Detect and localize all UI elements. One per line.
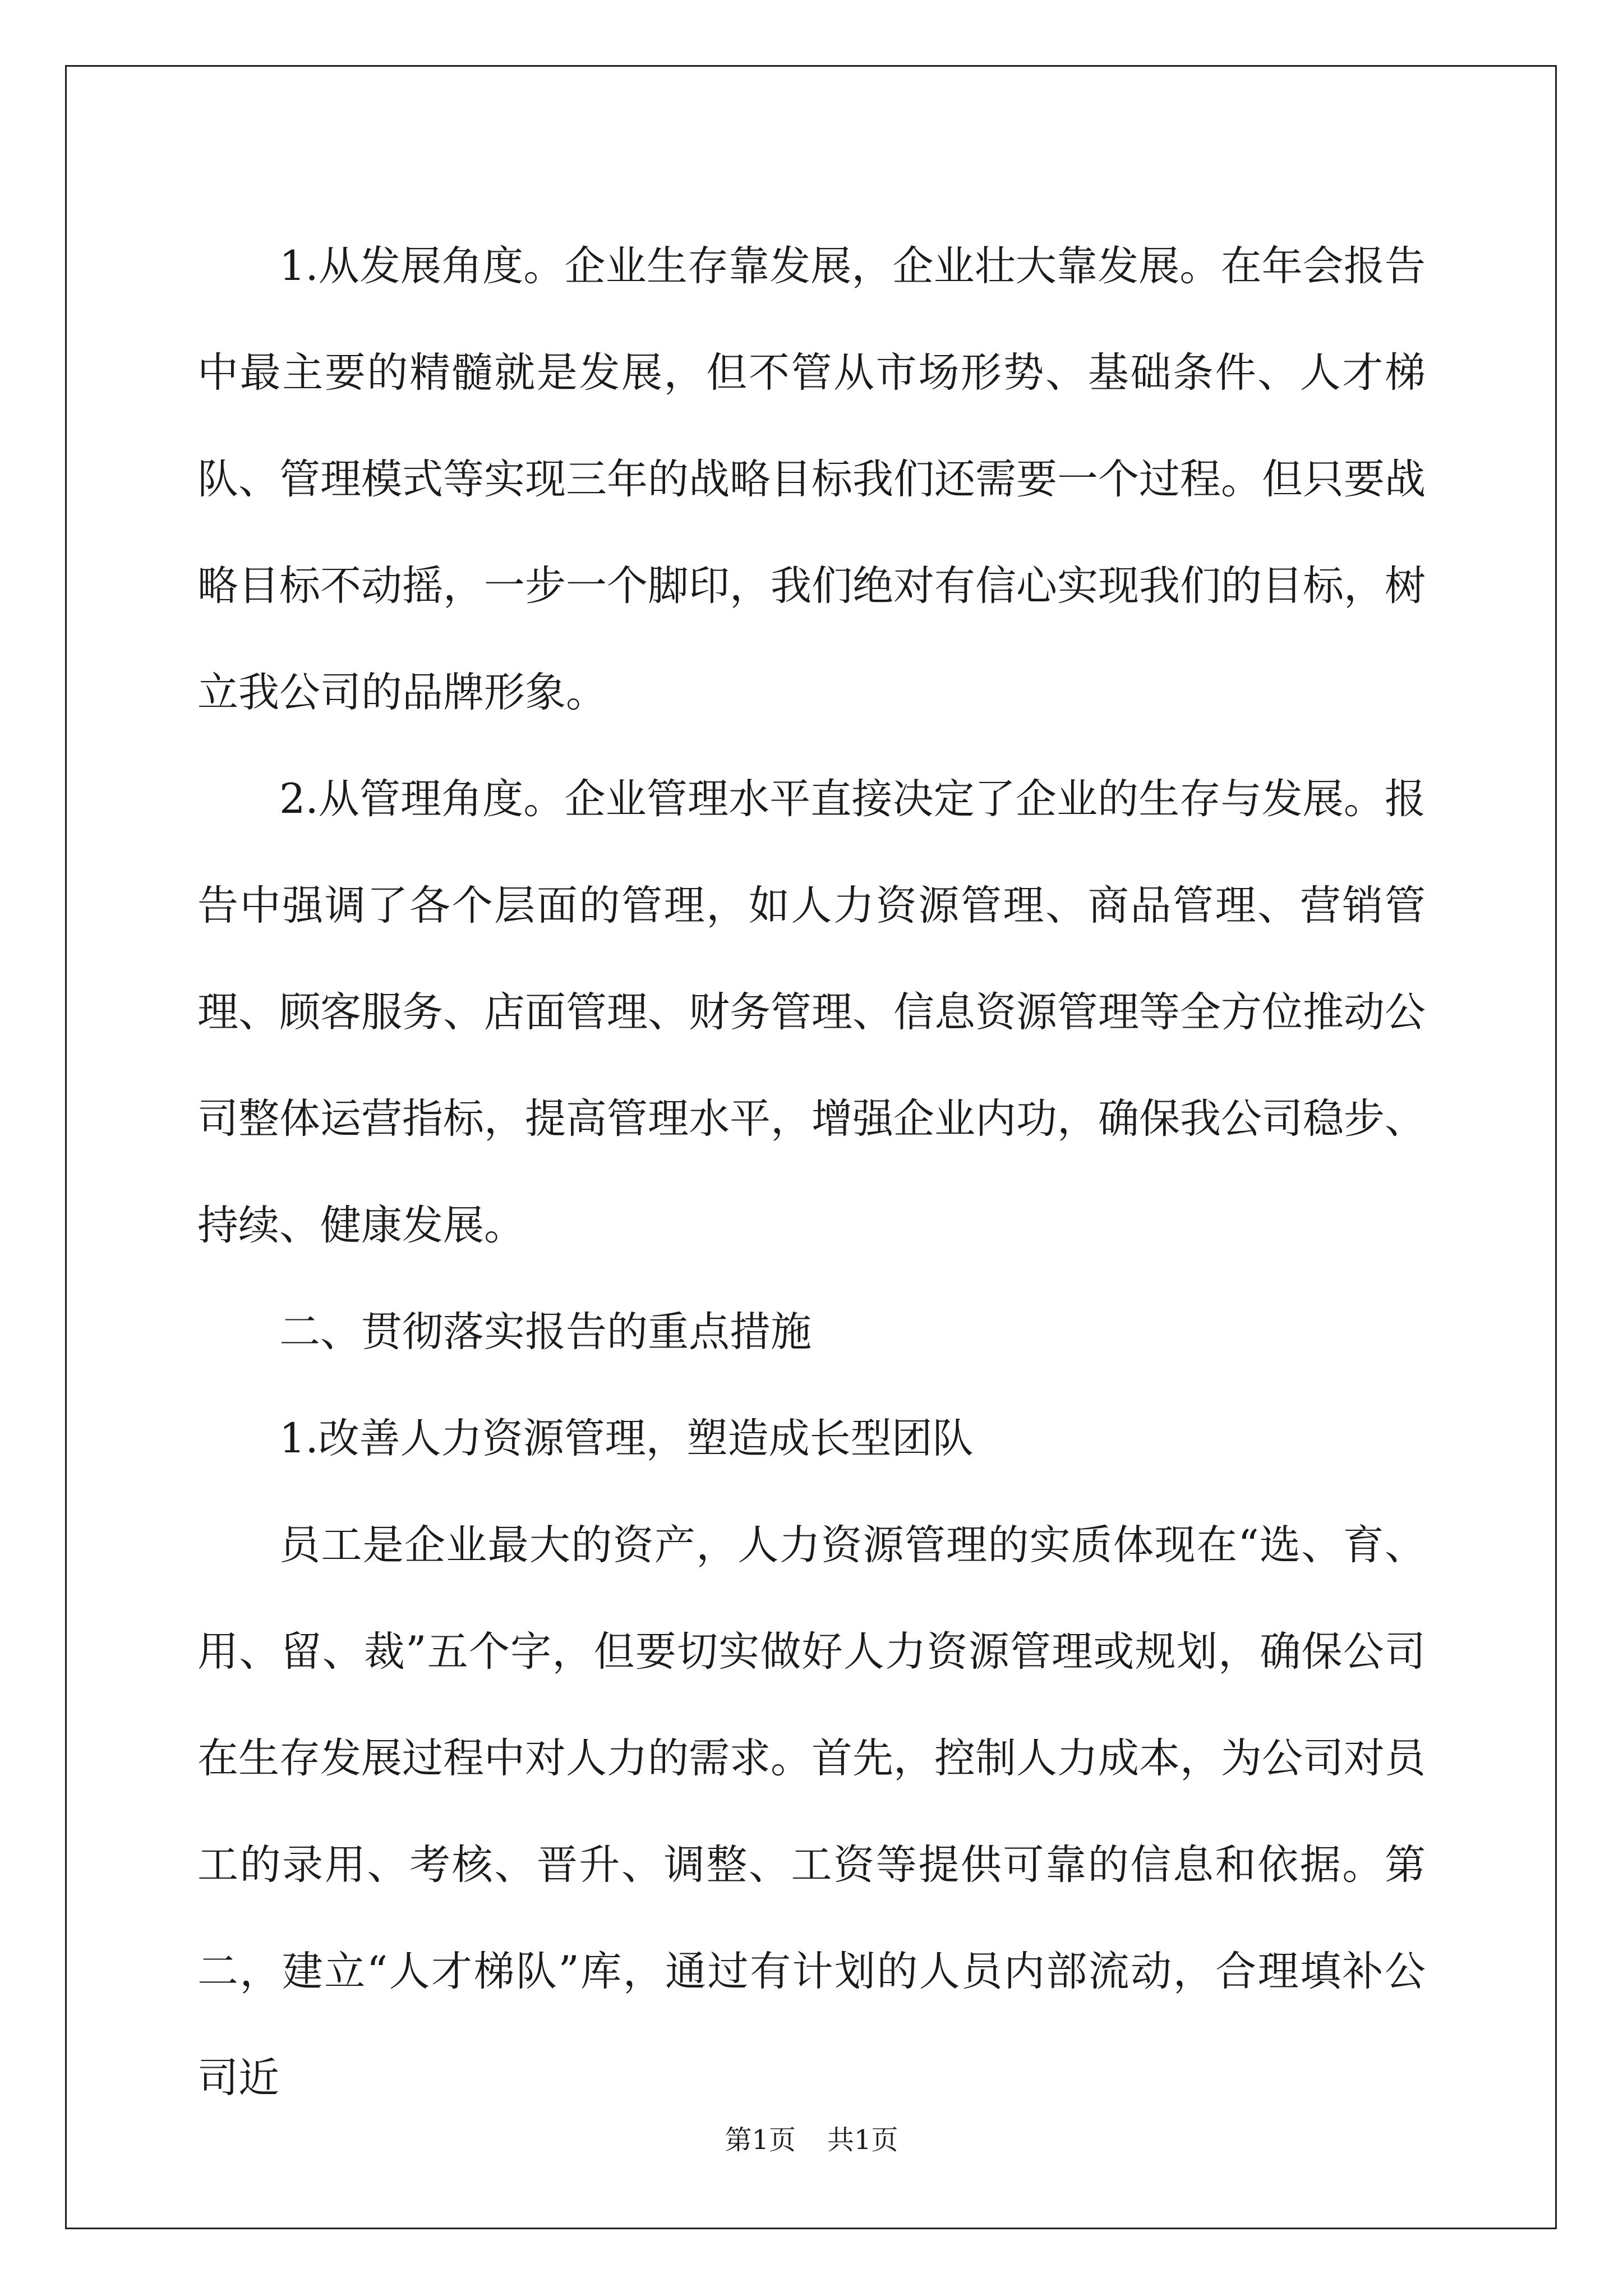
paragraph-development-angle: 1.从发展角度。企业生存靠发展，企业壮大靠发展。在年会报告中最主要的精髓就是发展，但不管从市场形势、基础条件、人才梯队、管理模式等实现三年的战略目标我们还需要一个过程。但只要战略目标不动摇，一步一个脚印，我们绝对有信心实现我们的目标，树立我公司的品牌形象。 bbox=[197, 242, 1426, 716]
page-number-current: 第1页 bbox=[725, 2124, 796, 2156]
paragraph-management-angle: 2.从管理角度。企业管理水平直接决定了企业的生存与发展。报告中强调了各个层面的管理，如人力资源管理、商品管理、营销管理、顾客服务、店面管理、财务管理、信息资源管理等全方位推动公司整体运营指标，提高管理水平，增强企业内功，确保我公司稳步、持续、健康发展。 bbox=[197, 775, 1426, 1249]
page-number-total: 共1页 bbox=[827, 2124, 898, 2156]
subheading-hr-management: 1.改善人力资源管理，塑造成长型团队 bbox=[279, 1415, 974, 1462]
page-footer bbox=[0, 2123, 1623, 2157]
document-body bbox=[197, 213, 1426, 2132]
section-heading-key-measures: 二、贯彻落实报告的重点措施 bbox=[279, 1308, 811, 1356]
paragraph-employees-assets: 员工是企业最大的资产，人力资源管理的实质体现在“选、育、用、留、裁”五个字，但要切实做好人力资源管理或规划，确保公司在生存发展过程中对人力的需求。首先，控制人力成本，为公司对员工的录用、考核、晋升、调整、工资等提供可靠的信息和依据。第二，建立“人才梯队”库，通过有计划的人员内部流动，合理填补公司近 bbox=[197, 1521, 1426, 2102]
